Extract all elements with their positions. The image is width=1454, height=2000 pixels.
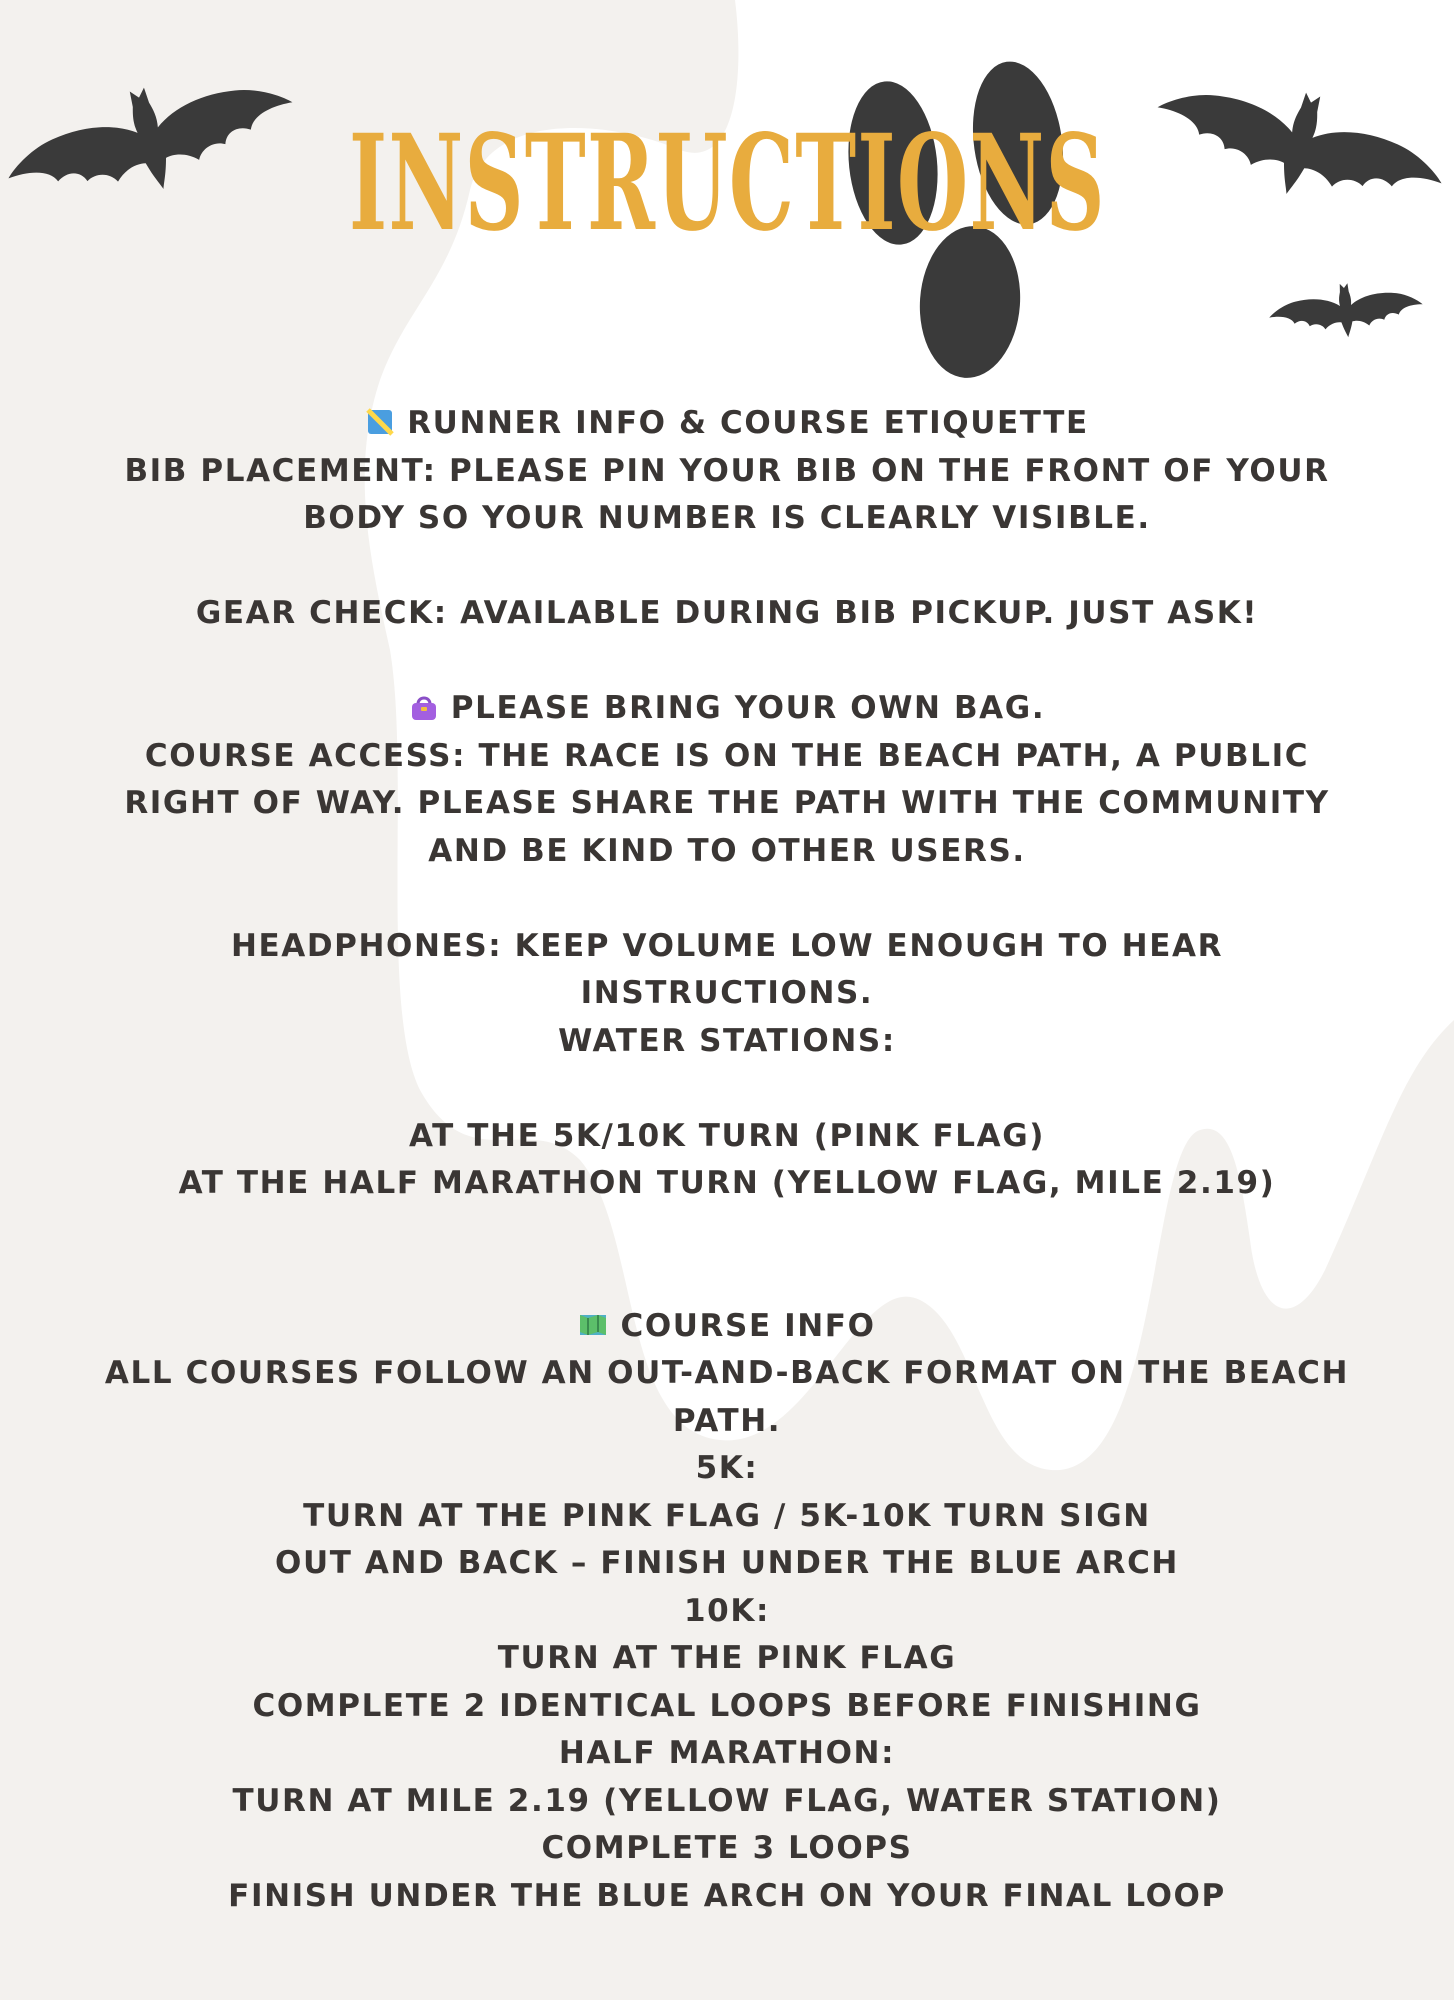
headphones-line-1: HEADPHONES: KEEP VOLUME LOW ENOUGH TO HEAR bbox=[230, 927, 1224, 964]
runner-info-section bbox=[80, 400, 1374, 1303]
water-station-1: AT THE 5K/10K TURN (PINK FLAG) bbox=[408, 1117, 1046, 1154]
course-access-line-3: AND BE KIND TO OTHER USERS. bbox=[428, 832, 1026, 869]
bag-line bbox=[80, 685, 1374, 733]
bib-placement-line-2: BODY SO YOUR NUMBER IS CLEARLY VISIBLE. bbox=[303, 500, 1151, 536]
course-info-heading: COURSE INFO bbox=[620, 1307, 876, 1344]
ten-k-line-2: COMPLETE 2 IDENTICAL LOOPS BEFORE FINISHING bbox=[252, 1687, 1202, 1724]
map-icon bbox=[578, 1310, 608, 1340]
five-k-line-1: TURN AT THE PINK FLAG / 5K-10K TURN SIGN bbox=[303, 1497, 1151, 1534]
runner-info-heading-line bbox=[80, 400, 1374, 448]
course-intro-line-1: ALL COURSES FOLLOW AN OUT-AND-BACK FORMAT ON THE BEACH bbox=[104, 1355, 1350, 1391]
half-marathon-line-1: TURN AT MILE 2.19 (YELLOW FLAG, WATER STATION) bbox=[232, 1782, 1222, 1819]
ten-k-line-1: TURN AT THE PINK FLAG bbox=[497, 1640, 957, 1676]
half-marathon-line-3: FINISH UNDER THE BLUE ARCH ON YOUR FINAL LOOP bbox=[228, 1877, 1226, 1914]
bat-icon bbox=[0, 52, 305, 227]
water-station-2: AT THE HALF MARATHON TURN (YELLOW FLAG, MILE 2.19) bbox=[178, 1165, 1276, 1201]
five-k-label: 5K: bbox=[695, 1450, 759, 1486]
page-title: INSTRUCTIONS bbox=[348, 106, 1106, 261]
course-info-heading-line bbox=[80, 1303, 1374, 1351]
water-stations-heading: WATER STATIONS: bbox=[558, 1022, 896, 1059]
half-marathon-label: HALF MARATHON: bbox=[558, 1735, 896, 1771]
course-access-line-2: RIGHT OF WAY. PLEASE SHARE THE PATH WITH THE COMMUNITY bbox=[124, 785, 1330, 821]
bag-text: PLEASE BRING YOUR OWN BAG. bbox=[450, 690, 1046, 726]
course-info-section bbox=[80, 1303, 1374, 1921]
instructions-body bbox=[80, 400, 1374, 1920]
purse-icon bbox=[409, 692, 439, 722]
runner-info-heading: RUNNER INFO & COURSE ETIQUETTE bbox=[407, 405, 1089, 441]
headphones-line-2: INSTRUCTIONS. bbox=[580, 975, 874, 1011]
five-k-line-2: OUT AND BACK – FINISH UNDER THE BLUE ARCH bbox=[275, 1545, 1179, 1581]
running-shirt-icon bbox=[365, 407, 395, 437]
course-access-line-1: COURSE ACCESS: THE RACE IS ON THE BEACH PATH, A PUBLIC bbox=[144, 737, 1310, 774]
ten-k-label: 10K: bbox=[684, 1592, 770, 1629]
bib-placement-line-1: BIB PLACEMENT: PLEASE PIN YOUR BIB ON THE FRONT OF YOUR bbox=[124, 452, 1330, 489]
course-intro-line-2: PATH. bbox=[672, 1402, 782, 1439]
half-marathon-line-2: COMPLETE 3 LOOPS bbox=[541, 1830, 913, 1866]
gear-check: GEAR CHECK: AVAILABLE DURING BIB PICKUP. JUST ASK! bbox=[195, 595, 1259, 631]
